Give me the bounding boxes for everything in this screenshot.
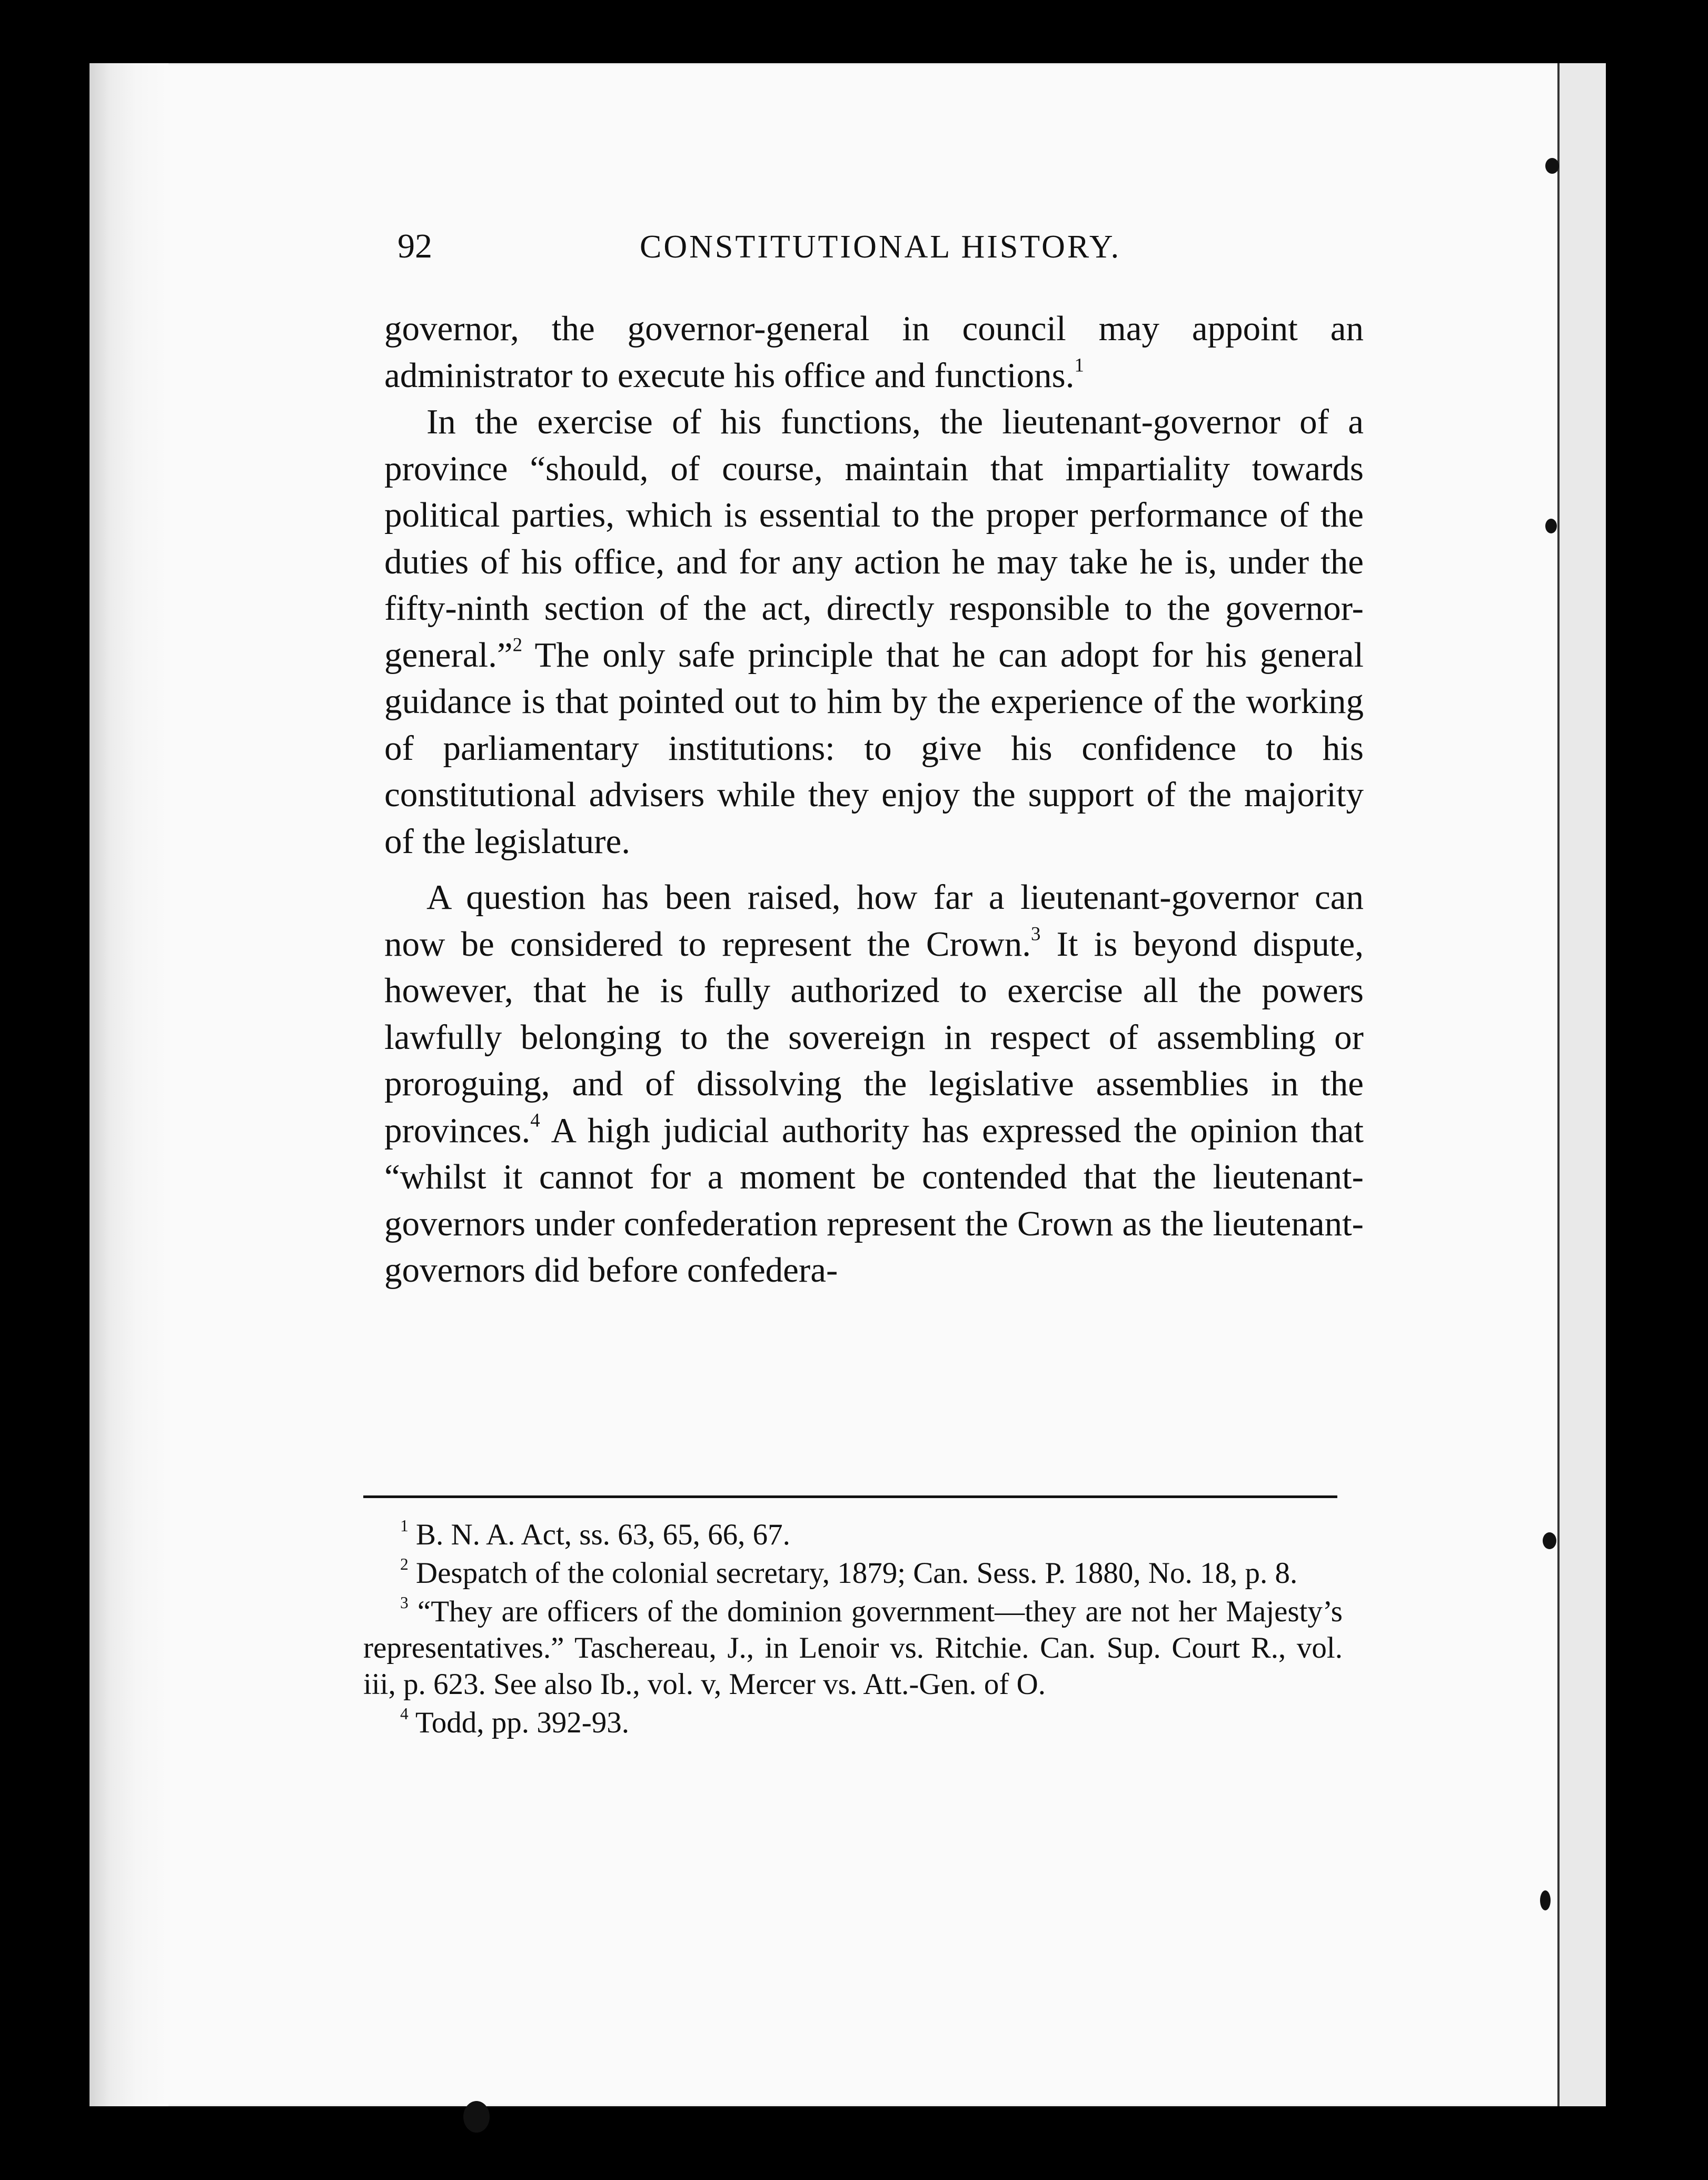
page-number: 92	[398, 227, 432, 265]
footnote-3	[363, 1593, 1343, 1702]
footnote-text: B. N. A. Act, ss. 63, 65, 66, 67.	[408, 1518, 790, 1551]
paragraph-3	[384, 874, 1364, 1294]
footnote-4	[363, 1705, 1343, 1741]
paragraph-2	[384, 399, 1364, 865]
scan-speck	[1545, 158, 1559, 174]
paragraph-3-text-a: A question has been raised, how far a lieutenant-governor can now be considered to represent the Crown.	[384, 878, 1364, 964]
footnote-ref: 2	[512, 633, 523, 656]
footnote-ref: 3	[1031, 923, 1041, 945]
paragraph-1-text: governor, the governor-general in council may appoint an administrator to execute his office and functions.	[384, 309, 1364, 395]
paragraph-1	[384, 305, 1364, 399]
footnote-2	[363, 1555, 1343, 1591]
page-edge-strip	[1560, 63, 1606, 2106]
footnote-ref: 1	[1074, 354, 1084, 376]
paragraph-2-text-a: In the exercise of his functions, the lieutenant-governor of a province “should, of course, maintain that impartiality towards political parties, which is essential to the proper performance of the duties of his office, and for any action he may take he is, under the fifty-ninth section of the act, directly responsible to the governor-general.”	[384, 402, 1364, 675]
paragraph-3-text-b: It is beyond dispute, however, that he is fully authorized to exercise all the powers lawfully belonging to the sovereign in respect of assembling or proroguing, and of dissolving the legislative assemblies in the provinces.	[384, 924, 1364, 1150]
scan-speck	[463, 2101, 490, 2133]
page-edge-line	[1557, 63, 1560, 2106]
paragraph-2-text-b: The only safe principle that he can adopt for his general guidance is that pointed out to him by the experience of the working of parliamentary institutions: to give his confidence to his constitutional advisers while they enjoy the support of the majority of the legislature.	[384, 635, 1364, 861]
body-text	[384, 305, 1364, 1294]
footnote-text: Todd, pp. 392-93.	[408, 1706, 629, 1739]
footnote-text: Despatch of the colonial secretary, 1879; Can. Sess. P. 1880, No. 18, p. 8.	[408, 1557, 1298, 1590]
footnotes	[363, 1517, 1343, 1743]
footnote-mark: 2	[400, 1554, 409, 1573]
running-title: CONSTITUTIONAL HISTORY.	[640, 229, 1121, 265]
footnote-text: “They are officers of the dominion government—they are not her Majesty’s representatives.” Taschereau, J., in Lenoir vs. Ritchie. Can. Sup. Court R., vol. iii, p. 623. See also Ib., vol. v, Mercer vs. Att.-Gen. of O.	[363, 1595, 1343, 1701]
page-binding-shadow	[90, 63, 168, 2106]
footnote-rule	[363, 1495, 1337, 1498]
paragraph-3-text-c: A high judicial authority has expressed the opinion that “whilst it cannot for a moment be contended that the lieutenant-governors under confederation represent the Crown as the lieutenant-governors did before confedera-	[384, 1111, 1364, 1290]
running-head	[398, 226, 1382, 274]
scan-speck	[1545, 519, 1557, 533]
footnote-mark: 1	[400, 1516, 409, 1535]
scan-speck	[1543, 1532, 1556, 1549]
footnote-mark: 4	[400, 1704, 409, 1723]
footnote-ref: 4	[530, 1109, 540, 1131]
scan-speck	[1540, 1890, 1551, 1910]
footnote-1	[363, 1517, 1343, 1553]
footnote-mark: 3	[400, 1593, 409, 1612]
